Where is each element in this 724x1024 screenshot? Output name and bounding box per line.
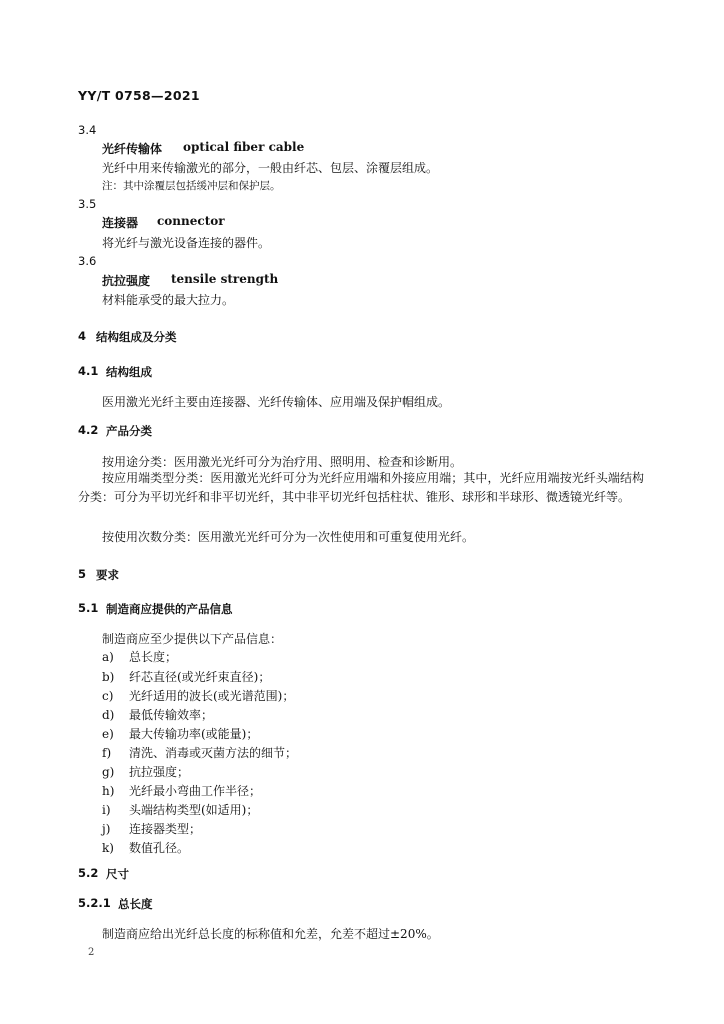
- clause-number: 3.5: [78, 197, 97, 211]
- definition: 材料能承受的最大拉力。: [102, 293, 235, 307]
- list-text: 总长度；: [129, 650, 178, 664]
- term-en: optical fiber cable: [183, 140, 305, 154]
- section-number: 5.1: [78, 601, 99, 615]
- list-text: 数值孔径。: [129, 841, 190, 855]
- list-item: [102, 725, 258, 742]
- list-text: 最大传输功率(或能量)；: [129, 727, 259, 741]
- list-item: [102, 668, 270, 685]
- section-title: 制造商应提供的产品信息: [106, 602, 233, 616]
- list-text: 抗拉强度；: [129, 765, 190, 779]
- term-en: connector: [157, 214, 225, 228]
- section-number: 4.2: [78, 423, 99, 437]
- term-en: tensile strength: [171, 272, 279, 286]
- section-title: 结构组成及分类: [96, 330, 177, 344]
- list-text: 清洗、消毒或灭菌方法的细节；: [129, 746, 298, 760]
- list-label: c): [102, 689, 114, 703]
- paragraph: 按用途分类：医用激光光纤可分为治疗用、照明用、检查和诊断用。: [102, 455, 463, 469]
- section-title: 结构组成: [106, 365, 152, 379]
- term-zh: 连接器: [102, 216, 139, 230]
- note: 注：其中涂覆层包括缓冲层和保护层。: [102, 180, 281, 192]
- section-title: 要求: [96, 568, 119, 582]
- list-label: j): [102, 822, 111, 836]
- paragraph: 医用激光光纤主要由连接器、光纤传输体、应用端及保护帽组成。: [102, 395, 451, 409]
- paragraph: 按使用次数分类：医用激光光纤可分为一次性使用和可重复使用光纤。: [102, 530, 475, 544]
- list-label: h): [102, 784, 115, 798]
- section-number: 4: [78, 329, 87, 343]
- definition: 将光纤与激光设备连接的器件。: [102, 236, 271, 250]
- list-label: g): [102, 765, 115, 779]
- list-label: a): [102, 650, 114, 664]
- term-zh: 抗拉强度: [102, 274, 151, 288]
- list-text: 头端结构类型(如适用)；: [129, 803, 259, 817]
- paragraph: 制造商应至少提供以下产品信息：: [102, 632, 283, 646]
- list-text: 光纤最小弯曲工作半径；: [129, 784, 262, 798]
- term-zh: 光纤传输体: [102, 142, 163, 156]
- list-text: 连接器类型；: [129, 822, 202, 836]
- section-number: 5.2.1: [78, 896, 111, 910]
- paragraph: 按应用端类型分类：医用激光光纤可分为光纤应用端和外接应用端；其中，光纤应用端按光纤头端结构分类：可分为平切光纤和非平切光纤，其中非平切光纤包括柱状、锥形、球形和半球形、微透镜光纤等。: [78, 471, 644, 504]
- definition: 光纤中用来传输激光的部分，一般由纤芯、包层、涂覆层组成。: [102, 161, 439, 175]
- section-title: 总长度: [118, 897, 153, 911]
- list-item: [102, 820, 201, 837]
- list-item: [102, 801, 258, 818]
- list-item: [102, 648, 177, 665]
- list-label: d): [102, 708, 115, 722]
- list-item: [102, 744, 297, 761]
- list-label: e): [102, 727, 114, 741]
- page-header: YY/T 0758—2021: [78, 88, 200, 103]
- section-title: 尺寸: [106, 867, 129, 881]
- list-label: b): [102, 670, 115, 684]
- list-item: [102, 706, 213, 723]
- list-text: 光纤适用的波长(或光谱范围)；: [129, 689, 295, 703]
- section-number: 5.2: [78, 866, 99, 880]
- section-number: 4.1: [78, 364, 99, 378]
- section-number: 5: [78, 567, 87, 581]
- section-title: 产品分类: [106, 424, 152, 438]
- list-item: [102, 763, 189, 780]
- clause-number: 3.4: [78, 123, 97, 137]
- list-text: 最低传输效率；: [129, 708, 214, 722]
- page-number: 2: [88, 947, 95, 958]
- list-text: 纤芯直径(或光纤束直径)；: [129, 670, 271, 684]
- list-label: i): [102, 803, 111, 817]
- list-label: f): [102, 746, 112, 760]
- list-item: [102, 687, 294, 704]
- paragraph: 制造商应给出光纤总长度的标称值和允差，允差不超过±20%。: [102, 927, 439, 941]
- list-item: [102, 782, 261, 799]
- list-label: k): [102, 841, 114, 855]
- clause-number: 3.6: [78, 254, 97, 268]
- list-item: [102, 839, 189, 856]
